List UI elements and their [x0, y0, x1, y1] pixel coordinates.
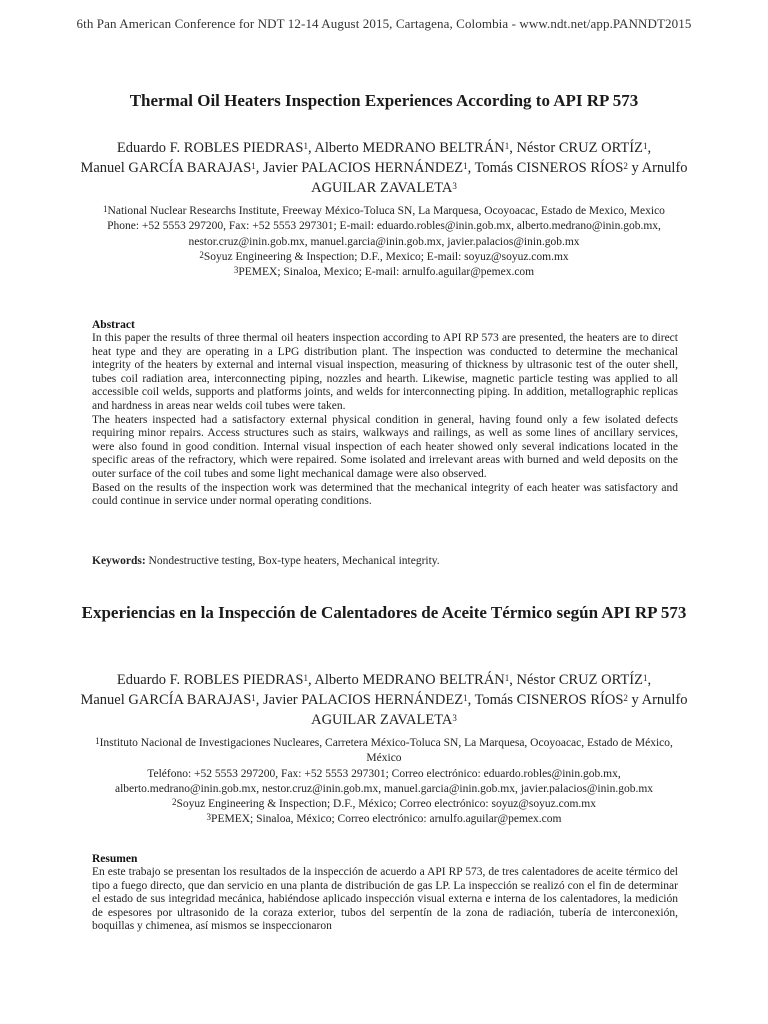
author-list-spanish — [60, 670, 708, 730]
author-affiliation-mark: 3 — [452, 713, 457, 723]
author-name: Javier PALACIOS HERNÁNDEZ — [263, 692, 464, 708]
author-name: Manuel GARCÍA BARAJAS — [80, 692, 252, 708]
author-name: Tomás CISNEROS RÍOS — [474, 692, 624, 708]
author-affiliation-mark: 1 — [303, 141, 308, 151]
author-separator: , — [509, 140, 517, 156]
keywords-text: Nondestructive testing, Box-type heaters, Mechanical integrity. — [145, 555, 440, 567]
author-name: Tomás CISNEROS RÍOS — [474, 160, 624, 176]
author-separator: , — [647, 140, 652, 156]
affiliation-1 — [90, 736, 678, 767]
author-name: Arnulfo AGUILAR ZAVALETA — [311, 692, 688, 728]
affiliations-spanish — [90, 736, 678, 828]
author-affiliation-mark: 1 — [251, 693, 256, 703]
abstract-paragraph: Based on the results of the inspection work was determined that the mechanical integrity of each heater was satisfactory and could continue in service under normal operating conditions. — [92, 481, 678, 508]
author-affiliation-mark: 3 — [452, 181, 457, 191]
author-separator: , — [255, 160, 264, 176]
abstract-body — [92, 332, 678, 509]
author-affiliation-mark: 1 — [642, 141, 648, 151]
affiliation-1-contact: Teléfono: +52 5553 297200, Fax: +52 5553 297301; Correo electrónico: eduardo.robles@inin.gob.mx, alberto.medrano@inin.gob.mx, nestor.cruz@inin.gob.mx, manuel.garcia@inin.gob.mx, javier.palacios@inin.gob.mx — [114, 767, 654, 795]
author-affiliation-mark: 2 — [623, 693, 628, 703]
affiliation-3 — [90, 265, 678, 280]
author-separator: , — [509, 672, 517, 688]
affiliation-3-text: PEMEX; Sinaloa, México; Correo electrónico: arnulfo.aguilar@pemex.com — [211, 813, 562, 826]
author-affiliation-mark: 1 — [504, 673, 510, 683]
author-name: Néstor CRUZ ORTÍZ — [516, 672, 643, 688]
affiliation-1-text: Instituto Nacional de Investigaciones Nucleares, Carretera México-Toluca SN, La Marquesa, Ocoyoacac, Estado de México, México — [99, 737, 673, 765]
paper-title-spanish: Experiencias en la Inspección de Calentadores de Aceite Térmico según API RP 573 — [81, 603, 687, 622]
author-separator: , — [255, 692, 264, 708]
affiliation-1 — [90, 204, 678, 219]
author-name: Manuel GARCÍA BARAJAS — [80, 160, 252, 176]
affiliation-3 — [90, 812, 678, 827]
author-affiliation-mark: 1 — [504, 141, 510, 151]
abstract-paragraph: The heaters inspected had a satisfactory external physical condition in general, having found only a few isolated defects requiring minor repairs. Access structures such as stairs, walkways and railings, as well as some lines of ancillary services, were also found in good condition. Internal visual inspection of each heater showed only several indications located in the specific areas of the refractory, which were repaired. Some isolated and irrelevant areas with burned and weld deposits on the outer surface of the coil tubes and some light mechanical damage were also observed. — [92, 413, 678, 480]
resumen-paragraph: En este trabajo se presentan los resultados de la inspección de acuerdo a API RP 573, de tres calentadores de aceite térmico del tipo a fuego directo, que dan servicio en una planta de distribución de gas LP. La inspección se realizó con el fin de determinar el estado de sus integridad mecánica, habiéndose aplicado inspección visual externa e interna de los calentadores, la medición de espesores por ultrasonido de la coraza exterior, tubos del serpentín de la zona de radiación, tubería de interconexión, boquillas y chimenea, así mismos se inspeccionaron — [92, 866, 678, 933]
author-separator: , — [467, 692, 475, 708]
author-name: Néstor CRUZ ORTÍZ — [516, 140, 643, 156]
affiliation-2 — [90, 250, 678, 265]
author-separator: , — [307, 672, 315, 688]
affiliation-mark: 1 — [95, 736, 100, 746]
affiliation-mark: 1 — [103, 204, 108, 214]
keywords-line — [92, 554, 678, 569]
affiliation-2 — [90, 797, 678, 812]
affiliation-2-text: Soyuz Engineering & Inspection; D.F., Mexico; E-mail: soyuz@soyuz.com.mx — [203, 250, 569, 263]
author-separator: , — [467, 160, 475, 176]
affiliation-mark: 2 — [199, 249, 204, 260]
author-affiliation-mark: 1 — [251, 161, 256, 171]
author-name: Alberto MEDRANO BELTRÁN — [314, 140, 505, 156]
author-separator: , — [647, 672, 652, 688]
author-name: Alberto MEDRANO BELTRÁN — [314, 672, 505, 688]
keywords-label: Keywords: — [92, 555, 146, 567]
abstract-paragraph: In this paper the results of three thermal oil heaters inspection according to API RP 573 are presented, the heaters are to direct heat type and they are operating in a LPG distribution plant. The inspection was conducted to determine the mechanical integrity of the heaters by external and internal visual inspection, measuring of thickness by ultrasonic test of the outer shell, tubes coil radiation area, interconnecting piping, nozzles and hearth. Likewise, magnetic particle testing was applied to all accessible coil welds, supports and platforms joints, and welds for interconnecting piping. In addition, metallographic replicas and hardness in areas near welds coil tubes were taken. — [92, 332, 678, 412]
resumen-heading: Resumen — [92, 853, 138, 865]
affiliations-english — [90, 204, 678, 280]
author-list-english — [60, 138, 708, 198]
affiliation-mark: 2 — [172, 797, 177, 808]
author-affiliation-mark: 1 — [463, 693, 468, 703]
affiliation-3-text: PEMEX; Sinaloa, Mexico; E-mail: arnulfo.aguilar@pemex.com — [238, 266, 535, 279]
affiliation-1-text: National Nuclear Researchs Institute, Freeway México-Toluca SN, La Marquesa, Ocoyoacac, Estado de Mexico, Mexico — [107, 205, 665, 217]
author-affiliation-mark: 1 — [642, 673, 648, 683]
author-name: Eduardo F. ROBLES PIEDRAS — [116, 140, 304, 156]
author-separator: y — [627, 160, 642, 176]
author-affiliation-mark: 1 — [463, 161, 468, 171]
author-name: Javier PALACIOS HERNÁNDEZ — [263, 160, 464, 176]
paper-title-english: Thermal Oil Heaters Inspection Experiences According to API RP 573 — [129, 91, 639, 110]
author-separator: y — [627, 692, 642, 708]
affiliation-1-contact: Phone: +52 5553 297200, Fax: +52 5553 297301; E-mail: eduardo.robles@inin.gob.mx, alberto.medrano@inin.gob.mx, nestor.cruz@inin.gob.mx, manuel.garcia@inin.gob.mx, javier.palacios@inin.gob.mx — [107, 220, 661, 248]
author-affiliation-mark: 2 — [623, 161, 628, 171]
author-separator: , — [307, 140, 315, 156]
abstract-heading: Abstract — [92, 319, 135, 331]
affiliation-mark: 3 — [233, 265, 239, 276]
affiliation-mark: 3 — [206, 812, 212, 823]
author-name: Eduardo F. ROBLES PIEDRAS — [116, 672, 304, 688]
author-name: Arnulfo AGUILAR ZAVALETA — [311, 160, 688, 196]
conference-header: 6th Pan American Conference for NDT 12-14 August 2015, Cartagena, Colombia - www.ndt.net/app.PANNDT2015 — [76, 16, 692, 31]
resumen-body — [92, 866, 678, 934]
author-affiliation-mark: 1 — [303, 673, 308, 683]
affiliation-2-text: Soyuz Engineering & Inspection; D.F., México; Correo electrónico: soyuz@soyuz.com.mx — [176, 798, 596, 811]
